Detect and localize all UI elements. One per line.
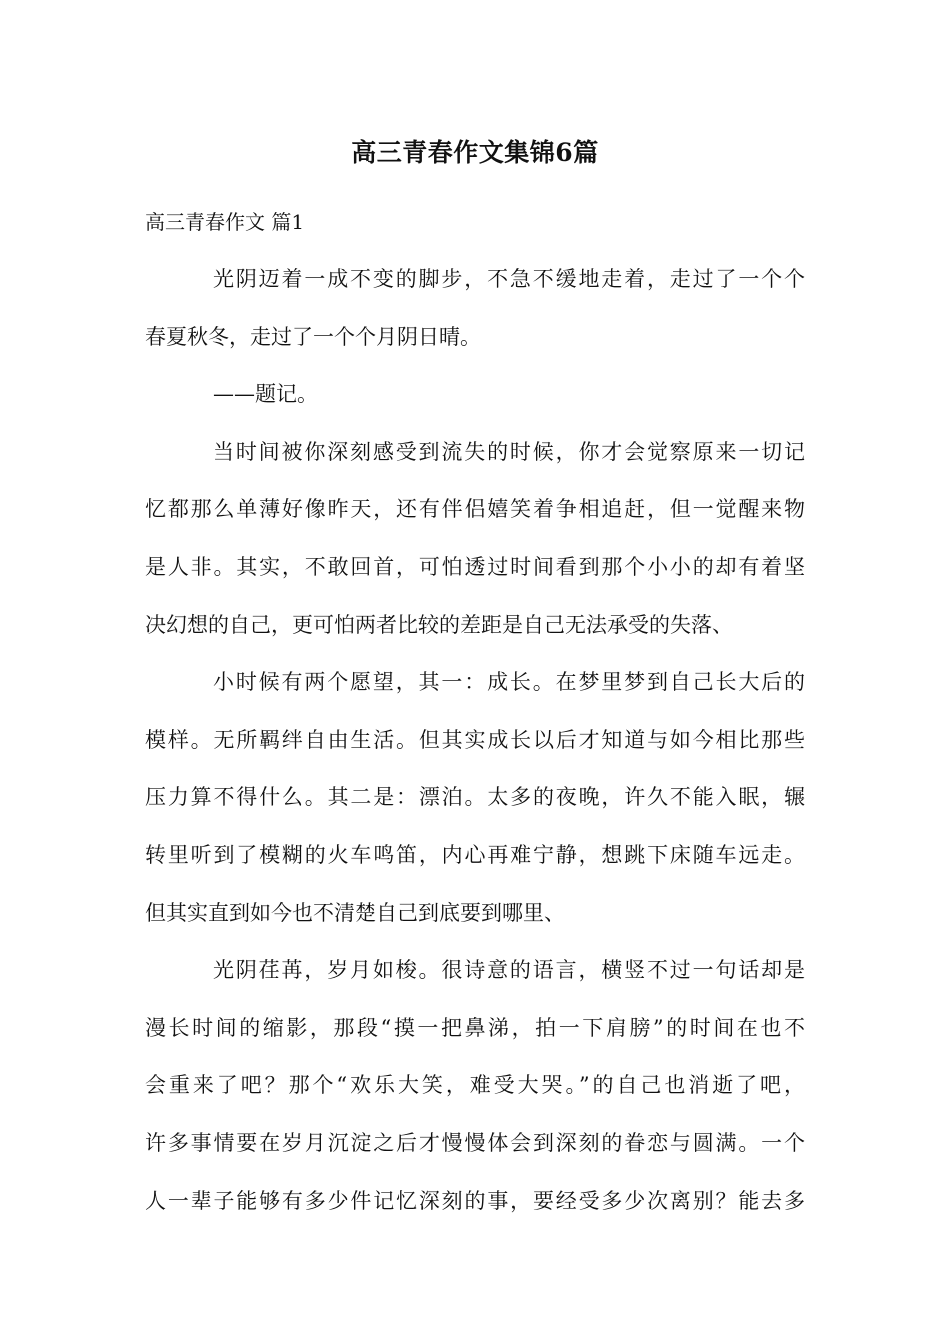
- text-line: 光阴荏苒，岁月如梭。很诗意的语言，横竖不过一句话却是: [213, 958, 805, 983]
- text-line: 小时候有两个愿望，其一：成长。在梦里梦到自己长大后的: [213, 670, 805, 695]
- text-line: 但其实直到如今也不清楚自己到底要到哪里、: [145, 900, 565, 925]
- document-body: [145, 262, 805, 1241]
- text-line: ——题记。: [213, 382, 318, 407]
- text-line: 压力算不得什么。其二是：漂泊。太多的夜晚，许久不能入眠，辗: [145, 785, 805, 810]
- section-heading: 高三青春作文 篇1: [145, 210, 305, 234]
- text-line: 忆都那么单薄好像昨天，还有伴侣嬉笑着争相追赶，但一觉醒来物: [145, 497, 805, 522]
- text-line: 漫长时间的缩影，那段“摸一把鼻涕，拍一下肩膀”的时间在也不: [145, 1015, 805, 1040]
- text-line: 光阴迈着一成不变的脚步，不急不缓地走着，走过了一个个: [213, 267, 805, 291]
- text-line: 转里听到了模糊的火车鸣笛，内心再难宁静，想跳下床随车远走。: [145, 842, 805, 867]
- text-line: 春夏秋冬，走过了一个个月阴日晴。: [145, 324, 481, 349]
- text-line: 是人非。其实，不敢回首，可怕透过时间看到那个小小的却有着坚: [145, 554, 805, 579]
- text-line: 当时间被你深刻感受到流失的时候，你才会觉察原来一切记: [213, 439, 805, 464]
- text-line: 决幻想的自己，更可怕两者比较的差距是自己无法承受的失落、: [145, 612, 733, 637]
- text-line: 人一辈子能够有多少件记忆深刻的事，要经受多少次离别？能去多: [145, 1188, 805, 1213]
- text-line: 许多事情要在岁月沉淀之后才慢慢体会到深刻的眷恋与圆满。一个: [145, 1130, 805, 1155]
- document-title: 高三青春作文集锦6篇: [351, 138, 599, 167]
- text-line: 模样。无所羁绊自由生活。但其实成长以后才知道与如今相比那些: [145, 727, 805, 752]
- text-line: 会重来了吧？那个“欢乐大笑，难受大哭。”的自己也消逝了吧，: [145, 1073, 805, 1098]
